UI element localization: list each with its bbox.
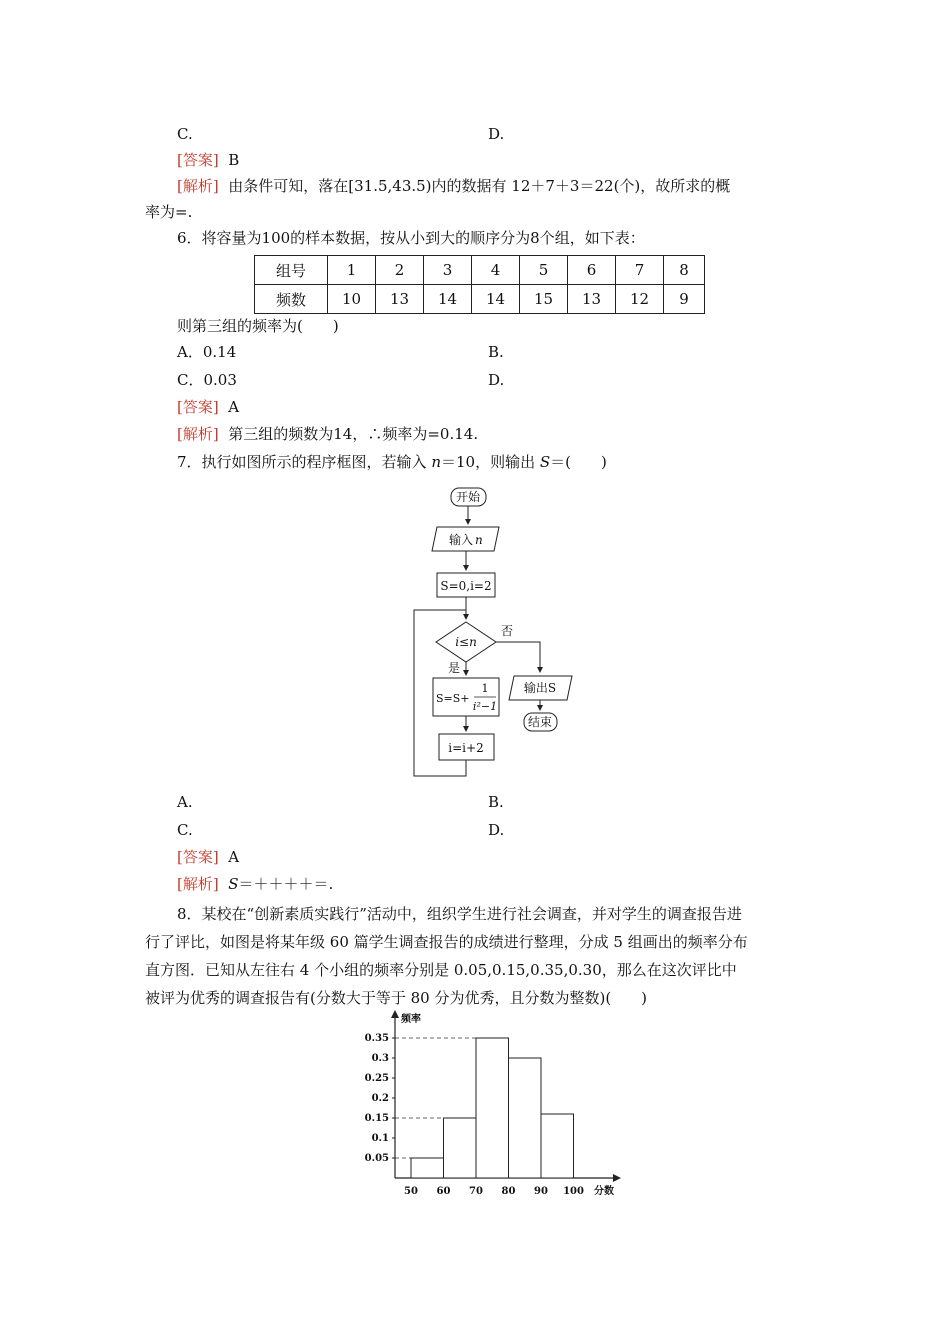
q7-stem-part: ＝10，则输出 <box>441 453 540 471</box>
flow-input-var: n <box>475 533 483 547</box>
q6-option-d: D. <box>488 371 505 389</box>
x-tick-label: 60 <box>436 1186 451 1197</box>
q8-stem-line3: 直方图．已知从左往右 4 个小组的频率分别是 0.05,0.15,0.35,0.30，那么在这次评比中 <box>145 961 737 979</box>
frequency-table <box>254 255 705 314</box>
q6-option-a: A．0.14 <box>177 343 237 361</box>
y-tick-label: 0.25 <box>364 1073 389 1084</box>
histogram-bar <box>444 1118 477 1178</box>
flow-assign-numerator: 1 <box>481 682 489 695</box>
q5-answer: B <box>228 151 240 169</box>
answer-tag: [答案] <box>177 848 219 866</box>
q5-explanation-text: 由条件可知，落在[31.5,43.5)内的数据有 12＋7＋3＝22(个)，故所求的概 <box>228 177 731 195</box>
flow-output-label: 输出S <box>523 681 557 695</box>
q6-answer: A <box>228 398 240 416</box>
q7-stem-var-s: S <box>539 453 551 471</box>
q5-explanation-line1 <box>177 176 730 196</box>
answer-tag: [答案] <box>177 151 219 169</box>
x-tick-label: 50 <box>404 1186 418 1197</box>
x-tick-label: 100 <box>563 1186 584 1197</box>
y-tick-label: 0.35 <box>364 1033 389 1044</box>
table-cell: 频数 <box>255 285 328 314</box>
flow-yes-label: 是 <box>448 661 461 675</box>
table-row <box>255 285 705 314</box>
q6-option-c: C．0.03 <box>177 371 237 389</box>
table-cell: 9 <box>664 285 705 314</box>
q7-option-a: A. <box>177 793 193 811</box>
flow-assign-denominator: i²−1 <box>472 700 498 713</box>
q6-question: 则第三组的频率为( ) <box>177 317 339 335</box>
frequency-histogram <box>355 1010 625 1200</box>
table-cell: 14 <box>424 285 472 314</box>
x-tick-label: 80 <box>501 1186 516 1197</box>
y-tick-label: 0.2 <box>371 1093 389 1104</box>
x-tick-label: 70 <box>469 1186 483 1197</box>
q5-option-d: D. <box>488 125 505 143</box>
x-axis-label: 分数 <box>594 1186 614 1197</box>
q6-stem: 6．将容量为100的样本数据，按从小到大的顺序分为8个组，如下表： <box>177 229 645 247</box>
q7-stem <box>177 452 607 472</box>
x-tick-label: 90 <box>534 1186 548 1197</box>
q5-option-c: C. <box>177 125 193 143</box>
y-axis-arrow <box>391 1010 399 1018</box>
q7-stem-part: ＝( ) <box>550 453 607 471</box>
q7-explanation-text: ＝＋＋＋＋＝. <box>238 875 334 893</box>
q7-option-b: B. <box>488 793 504 811</box>
answer-tag: [答案] <box>177 398 219 416</box>
q6-option-b: B. <box>488 343 504 361</box>
q7-option-c: C. <box>177 821 193 839</box>
q7-answer-line <box>177 847 239 867</box>
q7-option-d: D. <box>488 821 505 839</box>
table-cell: 7 <box>616 256 664 285</box>
q5-answer-line <box>177 150 239 170</box>
q7-answer: A <box>228 848 240 866</box>
table-cell: 5 <box>520 256 568 285</box>
q8-stem-line1: 8．某校在“创新素质实践行”活动中，组织学生进行社会调查，并对学生的调查报告进 <box>177 905 742 923</box>
histogram-bar <box>476 1038 509 1178</box>
table-cell: 6 <box>568 256 616 285</box>
q6-answer-line <box>177 397 239 417</box>
q7-stem-var-n: n <box>431 453 441 471</box>
table-cell: 14 <box>472 285 520 314</box>
flow-input-label: 输入 <box>449 533 474 547</box>
histogram-bar <box>411 1158 444 1178</box>
table-cell: 15 <box>520 285 568 314</box>
q6-explanation-text: 第三组的频数为14，∴频率为=0.14. <box>228 425 479 443</box>
table-cell: 12 <box>616 285 664 314</box>
explanation-tag: [解析] <box>177 177 219 195</box>
table-cell: 13 <box>568 285 616 314</box>
flow-start-label: 开始 <box>455 490 481 504</box>
y-tick-label: 0.15 <box>364 1113 389 1124</box>
explanation-tag: [解析] <box>177 425 219 443</box>
y-axis-label: 频率 <box>401 1014 421 1025</box>
histogram-bar <box>509 1058 542 1178</box>
table-cell: 10 <box>328 285 376 314</box>
q6-explanation-line <box>177 424 478 444</box>
flow-increment-label: i=i+2 <box>448 741 484 755</box>
table-cell: 8 <box>664 256 705 285</box>
explanation-tag: [解析] <box>177 875 219 893</box>
table-cell: 3 <box>424 256 472 285</box>
table-cell: 2 <box>376 256 424 285</box>
flow-assign-label: S=S+ <box>436 692 470 705</box>
table-cell: 13 <box>376 285 424 314</box>
program-flowchart <box>405 482 590 782</box>
table-cell: 1 <box>328 256 376 285</box>
q7-explanation-line <box>177 874 333 894</box>
table-row <box>255 256 705 285</box>
flow-condition-label: i≤n <box>455 635 477 649</box>
table-cell: 4 <box>472 256 520 285</box>
y-tick-label: 0.1 <box>371 1133 389 1144</box>
x-axis-arrow <box>613 1174 621 1182</box>
y-tick-label: 0.05 <box>364 1153 389 1164</box>
q7-explanation-var: S <box>228 875 239 893</box>
q5-explanation-line2: 率为=. <box>145 203 193 221</box>
flow-end-label: 结束 <box>527 715 553 729</box>
flow-no-label: 否 <box>501 624 514 638</box>
q8-stem-line2: 行了评比，如图是将某年级 60 篇学生调查报告的成绩进行整理，分成 5 组画出的频率分布 <box>145 933 748 951</box>
histogram-bar <box>541 1114 574 1178</box>
q8-stem-line4: 被评为优秀的调查报告有(分数大于等于 80 分为优秀，且分数为整数)( ) <box>145 989 648 1007</box>
y-tick-label: 0.3 <box>371 1053 389 1064</box>
q7-stem-part: 7．执行如图所示的程序框图，若输入 <box>177 453 432 471</box>
flow-init-label: S=0,i=2 <box>440 579 492 593</box>
table-cell: 组号 <box>255 256 328 285</box>
